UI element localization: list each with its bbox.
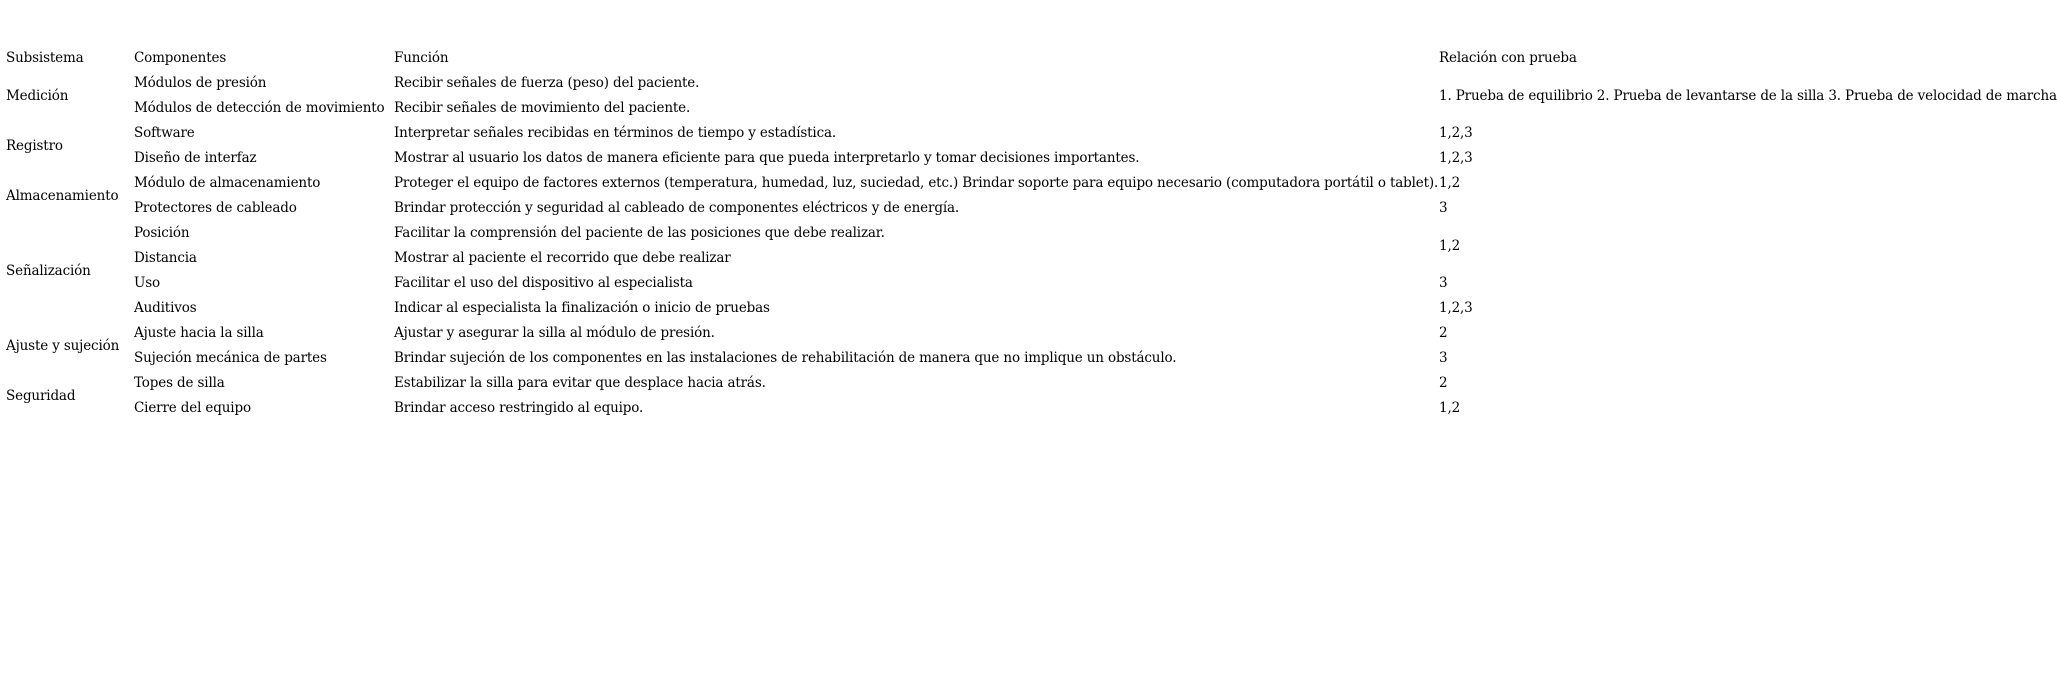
component-cell: Topes de silla bbox=[134, 375, 225, 391]
component-cell: Módulos de presión bbox=[134, 75, 267, 91]
function-cell: Mostrar al paciente el recorrido que debe realizar bbox=[394, 250, 731, 266]
function-cell: Proteger el equipo de factores externos (temperatura, humedad, luz, suciedad, etc.) Brindar soporte para equipo necesario (computadora portátil o tablet). bbox=[394, 175, 1439, 191]
function-cell: Mostrar al usuario los datos de manera eficiente para que pueda interpretarlo y tomar decisiones importantes. bbox=[394, 150, 1140, 166]
component-cell: Cierre del equipo bbox=[134, 400, 251, 416]
table-row bbox=[6, 146, 2057, 171]
function-cell: Brindar protección y seguridad al cableado de componentes eléctricos y de energía. bbox=[394, 200, 960, 216]
header-relacion: Relación con prueba bbox=[1439, 50, 1577, 66]
table-row bbox=[6, 396, 2057, 421]
function-cell: Recibir señales de fuerza (peso) del paciente. bbox=[394, 75, 700, 91]
component-cell: Distancia bbox=[134, 250, 197, 266]
table-row bbox=[6, 171, 2057, 196]
subsystem-cell: Ajuste y sujeción bbox=[6, 337, 120, 354]
components-table bbox=[6, 46, 2057, 421]
table-row bbox=[6, 121, 2057, 146]
relation-cell: 1,2,3 bbox=[1439, 150, 1473, 166]
component-cell: Uso bbox=[134, 275, 160, 291]
relation-cell: 1,2 bbox=[1439, 400, 1461, 416]
subsystem-cell: Registro bbox=[6, 137, 63, 154]
function-cell: Indicar al especialista la finalización o inicio de pruebas bbox=[394, 300, 770, 316]
header-subsistema: Subsistema bbox=[6, 50, 84, 66]
relation-cell: 1,2,3 bbox=[1439, 300, 1473, 316]
component-cell: Ajuste hacia la silla bbox=[134, 325, 264, 341]
relation-cell: 1,2 bbox=[1439, 175, 1461, 191]
header-componentes: Componentes bbox=[134, 50, 227, 66]
function-cell: Estabilizar la silla para evitar que desplace hacia atrás. bbox=[394, 375, 766, 391]
function-cell: Brindar sujeción de los componentes en las instalaciones de rehabilitación de manera que no implique un obstáculo. bbox=[394, 350, 1177, 366]
component-cell: Software bbox=[134, 125, 195, 141]
function-cell: Ajustar y asegurar la silla al módulo de presión. bbox=[394, 325, 715, 341]
relation-cell: 2 bbox=[1439, 325, 1448, 341]
subsystem-cell: Señalización bbox=[6, 262, 91, 279]
component-cell: Posición bbox=[134, 225, 190, 241]
header-row bbox=[6, 46, 2057, 71]
relation-cell: 2 bbox=[1439, 375, 1448, 391]
relation-cell: 1,2 bbox=[1439, 237, 1461, 254]
subsystem-cell: Medición bbox=[6, 87, 69, 104]
table-row bbox=[6, 296, 2057, 321]
component-cell: Protectores de cableado bbox=[134, 200, 297, 216]
relation-cell: 3 bbox=[1439, 200, 1448, 216]
component-cell: Auditivos bbox=[134, 300, 197, 316]
table-row bbox=[6, 271, 2057, 296]
function-cell: Brindar acceso restringido al equipo. bbox=[394, 400, 644, 416]
table-row bbox=[6, 221, 2057, 246]
component-cell: Módulo de almacenamiento bbox=[134, 175, 321, 191]
subsystem-cell: Almacenamiento bbox=[6, 187, 119, 204]
table-row bbox=[6, 346, 2057, 371]
table-row bbox=[6, 371, 2057, 396]
function-cell: Facilitar el uso del dispositivo al especialista bbox=[394, 275, 693, 291]
relation-cell: 3 bbox=[1439, 275, 1448, 291]
relation-cell: 1. Prueba de equilibrio 2. Prueba de levantarse de la silla 3. Prueba de velocidad de marcha bbox=[1439, 87, 2057, 104]
header-funcion: Función bbox=[394, 50, 449, 66]
table-row bbox=[6, 196, 2057, 221]
function-cell: Facilitar la comprensión del paciente de las posiciones que debe realizar. bbox=[394, 225, 885, 241]
function-cell: Interpretar señales recibidas en términos de tiempo y estadística. bbox=[394, 125, 837, 141]
component-cell: Diseño de interfaz bbox=[134, 150, 257, 166]
table-row bbox=[6, 321, 2057, 346]
component-cell: Sujeción mecánica de partes bbox=[134, 350, 327, 366]
relation-cell: 1,2,3 bbox=[1439, 125, 1473, 141]
relation-cell: 3 bbox=[1439, 350, 1448, 366]
function-cell: Recibir señales de movimiento del paciente. bbox=[394, 100, 691, 116]
table-row bbox=[6, 71, 2057, 96]
component-cell: Módulos de detección de movimiento bbox=[134, 100, 385, 116]
subsystem-cell: Seguridad bbox=[6, 387, 76, 404]
